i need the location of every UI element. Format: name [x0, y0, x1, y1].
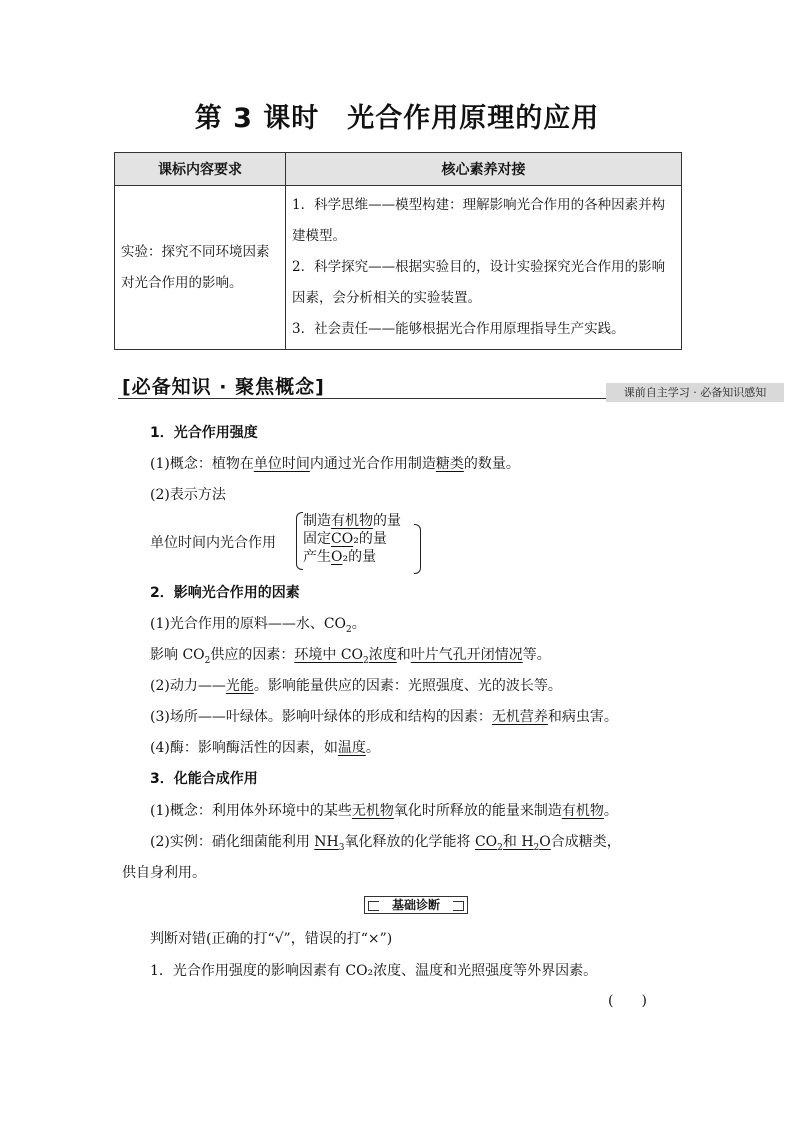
concept-line: [150, 453, 520, 473]
factor-text: 。: [351, 616, 366, 632]
brace-item-organic: [303, 512, 401, 530]
factor-text: 浓度: [368, 647, 397, 663]
factor-text: (1)光合作用的原料——水、CO: [150, 616, 347, 632]
diagnosis-instruction: 判断对错(正确的打“√”，错误的打“×”): [150, 931, 393, 947]
chemo-text: 。: [603, 803, 618, 819]
concept-text: 的数量。: [463, 456, 520, 472]
factor-enzyme: [150, 737, 380, 757]
brace-text: 的量: [373, 513, 401, 529]
factor-text: 环境中 CO: [294, 647, 364, 663]
heading-photosynthesis-intensity: 1．光合作用强度: [150, 425, 258, 441]
chemo-blank-nh3: [314, 834, 345, 853]
brace-blank: 有机物: [331, 513, 373, 529]
table-row: [115, 186, 682, 350]
factor-text: 影响 CO: [150, 647, 205, 663]
brace-text: 产生: [303, 549, 331, 565]
chemo-blank-inorganic: 无机物: [351, 803, 394, 819]
factor-blank-stomata: 叶片气孔开闭情况: [410, 647, 523, 663]
heading-chemosynthesis: 3．化能合成作用: [150, 771, 258, 787]
chemo-text: NH: [314, 834, 339, 850]
literacy-item-2: 2．科学探究——根据实验目的，设计实验探究光合作用的影响因素，会分析相关的实验装置。: [292, 259, 666, 306]
literacy-cell: [286, 186, 682, 350]
subscript: 2: [204, 655, 211, 666]
subscript: 3: [338, 842, 345, 853]
chemo-text: 和 H: [502, 834, 534, 850]
method-title: (2)表示方法: [150, 487, 226, 503]
chemo-blank-organic: 有机物: [561, 803, 604, 819]
factor-site: [150, 706, 618, 726]
literacy-item-1: 1．科学思维——模型构建：理解影响光合作用的各种因素并构建模型。: [292, 197, 666, 244]
chemosynthesis-concept: [150, 800, 618, 820]
chemo-text: 氧化时所释放的能量来制造: [393, 803, 562, 819]
factor-text: 。影响能量供应的因素：光照强度、光的波长等。: [253, 678, 562, 694]
brace-blank: O: [331, 549, 343, 565]
table-header-row: [115, 153, 682, 186]
chemo-blank-co2-h2o: [474, 834, 551, 853]
heading-factors: 2．影响光合作用的因素: [150, 585, 300, 601]
brace-text: 固定: [303, 531, 331, 547]
requirement-cell: 实验：探究不同环境因素对光合作用的影响。: [115, 186, 286, 350]
brace-text: ₂的量: [342, 549, 377, 565]
question-1: 1．光合作用强度的影响因素有 CO₂浓度、温度和光照强度等外界因素。: [150, 963, 598, 979]
factor-energy: [150, 675, 562, 695]
chemo-text: (1)概念：利用体外环境中的某些: [150, 803, 352, 819]
factor-text: (2)动力——: [150, 678, 226, 694]
factor-text: 等。: [522, 647, 551, 663]
left-brace: [296, 512, 303, 570]
factor-co2-supply: [150, 644, 551, 666]
chemo-text: (2)实例：硝化细菌能利用: [150, 834, 315, 850]
factor-raw-materials: [150, 613, 366, 635]
section-title: [必备知识 · 聚焦概念]: [122, 376, 325, 398]
factor-text: 和病虫害。: [547, 709, 618, 725]
chemo-text: CO: [474, 834, 498, 850]
page-title: 第 3 课时 光合作用原理的应用: [194, 103, 600, 134]
factor-text: 。: [365, 740, 380, 756]
factor-blank-co2-concentration: [294, 647, 397, 666]
brace-item-o2: [303, 548, 376, 566]
answer-blank[interactable]: ( ): [608, 993, 647, 1009]
concept-blank-time: 单位时间: [253, 456, 310, 472]
subscript: 2: [346, 624, 352, 635]
brace-text: ₂的量: [353, 531, 387, 547]
factor-blank-temperature: 温度: [337, 740, 366, 756]
right-brace: [414, 524, 421, 574]
chemosynthesis-example: [150, 831, 621, 853]
factor-blank-light-energy: 光能: [225, 678, 254, 694]
chemo-text: 氧化释放的化学能将: [344, 834, 475, 850]
chemo-text: 合成糖类，: [550, 834, 621, 850]
concept-blank-sugar: 糖类: [435, 456, 464, 472]
subscript: 2: [363, 655, 369, 666]
chemosynthesis-example-cont: 供自身利用。: [122, 865, 206, 881]
brace-text: 制造: [303, 513, 331, 529]
section-badge: 课前自主学习 · 必备知识感知: [606, 383, 784, 402]
brace-blank: CO: [331, 531, 354, 547]
method-main-label: 单位时间内光合作用: [150, 535, 276, 551]
subscript: 2: [533, 842, 540, 853]
factor-text: 供应的因素：: [210, 647, 295, 663]
factor-text: (3)场所——叶绿体。影响叶绿体的形成和结构的因素：: [150, 709, 492, 725]
concept-text: 内通过光合作用制造: [309, 456, 436, 472]
table-header-literacy: 核心素养对接: [286, 153, 682, 186]
factor-text: 和: [396, 647, 411, 663]
factor-blank-nutrition: 无机营养: [491, 709, 548, 725]
standards-table: [114, 152, 682, 350]
literacy-item-3: 3．社会责任——能够根据光合作用原理指导生产实践。: [292, 321, 625, 337]
diagnosis-label: 基础诊断: [364, 896, 468, 914]
table-header-requirements: 课标内容要求: [115, 153, 286, 186]
factor-text: (4)酶：影响酶活性的因素，如: [150, 740, 338, 756]
concept-text: (1)概念：植物在: [150, 456, 254, 472]
subscript: 2: [497, 842, 503, 853]
brace-item-co2: [303, 530, 387, 548]
chemo-text: O: [539, 834, 551, 850]
